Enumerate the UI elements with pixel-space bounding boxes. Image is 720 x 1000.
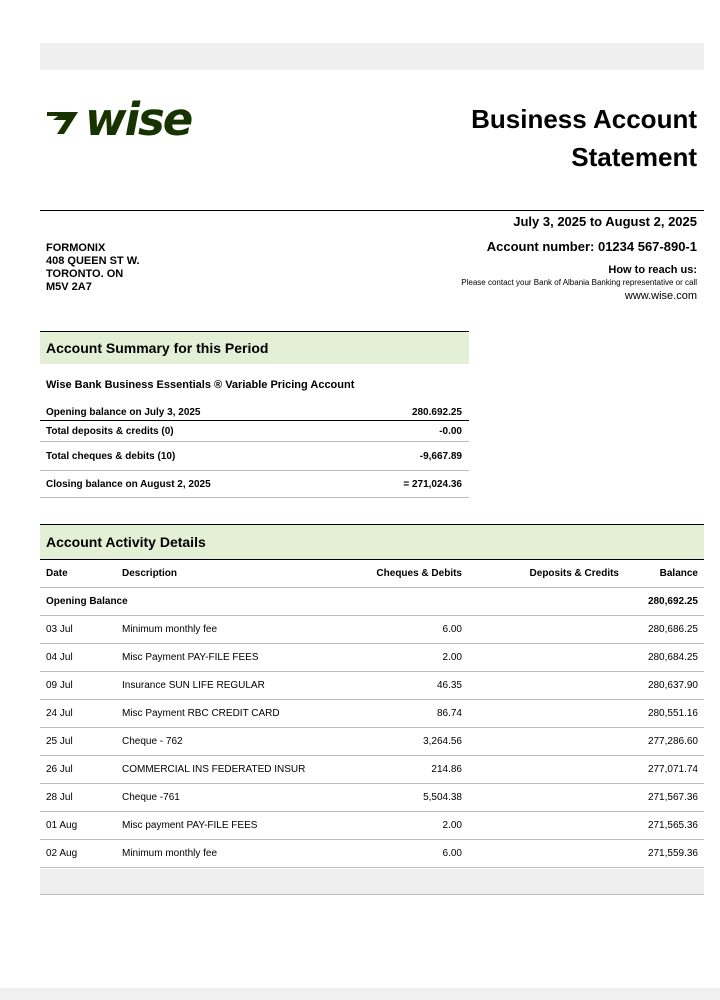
address-line-3: TORONTO. ON [46,268,124,280]
tx-description: Cheque -761 [116,784,323,812]
table-header-row [40,560,704,588]
account-number: Account number: 01234 567-890-1 [486,239,697,254]
tx-date: 04 Jul [40,644,116,672]
tx-balance: 271,565.36 [625,812,704,840]
tx-balance: 280,637.90 [625,672,704,700]
summary-value: -9,667.89 [419,450,462,462]
tx-date: 26 Jul [40,756,116,784]
table-row [40,616,704,644]
opening-balance-label: Opening Balance [40,588,625,616]
tx-balance: 271,559.36 [625,840,704,868]
tx-balance: 280,684.25 [625,644,704,672]
tx-description: Misc Payment RBC CREDIT CARD [116,700,323,728]
tx-debit: 3,264.56 [323,728,468,756]
website-link[interactable]: www.wise.com [624,290,697,302]
tx-credit [468,756,625,784]
summary-row [40,421,469,442]
summary-row [40,471,469,498]
address-line-4: M5V 2A7 [46,281,92,293]
table-row [40,756,704,784]
table-row [40,812,704,840]
tx-credit [468,728,625,756]
transactions-table [40,560,704,868]
tx-debit: 6.00 [323,616,468,644]
summary-label: Opening balance on July 3, 2025 [46,407,201,418]
summary-value: = 271,024.36 [403,478,462,490]
address-line-2: 408 QUEEN ST W. [46,255,140,267]
table-row [40,672,704,700]
tx-date: 02 Aug [40,840,116,868]
tx-debit: 86.74 [323,700,468,728]
tx-date: 24 Jul [40,700,116,728]
tx-credit [468,784,625,812]
tx-credit [468,644,625,672]
brand-name: wise [85,93,192,146]
summary-row [40,442,469,471]
title-line-2: Statement [571,142,697,172]
tx-description: COMMERCIAL INS FEDERATED INSUR [116,756,323,784]
tx-debit: 2.00 [323,644,468,672]
statement-period: July 3, 2025 to August 2, 2025 [513,214,697,229]
tx-description: Insurance SUN LIFE REGULAR [116,672,323,700]
tx-balance: 277,286.60 [625,728,704,756]
tx-description: Cheque - 762 [116,728,323,756]
tx-date: 25 Jul [40,728,116,756]
tx-date: 09 Jul [40,672,116,700]
tx-debit: 214.86 [323,756,468,784]
summary-label: Closing balance on August 2, 2025 [46,478,211,490]
title-line-1: Business Account [471,104,697,134]
opening-balance-value: 280,692.25 [625,588,704,616]
tx-debit: 5,504.38 [323,784,468,812]
account-activity [40,524,704,868]
table-row [40,644,704,672]
contact-text: Please contact your Bank of Albania Banking representative or call [461,278,697,287]
tx-debit: 46.35 [323,672,468,700]
header-divider [40,210,704,211]
tx-debit: 6.00 [323,840,468,868]
wise-logo [44,93,192,146]
tx-description: Minimum monthly fee [116,616,323,644]
tx-credit [468,672,625,700]
column-header-credits: Deposits & Credits [468,560,625,588]
tx-debit: 2.00 [323,812,468,840]
table-row [40,784,704,812]
tx-credit [468,840,625,868]
page-bottom-strip [0,988,720,1000]
tx-credit [468,700,625,728]
contact-heading: How to reach us: [608,264,697,276]
top-band [40,43,704,70]
customer-address [46,242,140,294]
table-row [40,700,704,728]
tx-credit [468,616,625,644]
activity-heading: Account Activity Details [40,524,704,560]
tx-credit [468,812,625,840]
table-row [40,728,704,756]
summary-label: Total deposits & credits (0) [46,425,174,437]
tx-date: 28 Jul [40,784,116,812]
account-info [461,214,697,303]
summary-value: -0.00 [439,425,462,437]
tx-description: Misc Payment PAY-FILE FEES [116,644,323,672]
bottom-band [40,869,704,895]
summary-value: 280.692.25 [411,407,462,418]
tx-balance: 280,686.25 [625,616,704,644]
tx-balance: 271,567.36 [625,784,704,812]
tx-balance: 277,071.74 [625,756,704,784]
summary-row [40,400,469,421]
column-header-description: Description [116,560,323,588]
column-header-balance: Balance [625,560,704,588]
account-summary [40,331,469,498]
summary-heading: Account Summary for this Period [40,331,469,364]
wise-flag-icon [44,100,84,140]
table-row [40,840,704,868]
product-name: Wise Bank Business Essentials ® Variable Pricing Account [46,379,355,391]
opening-balance-row [40,588,704,616]
column-header-debits: Cheques & Debits [323,560,468,588]
tx-date: 01 Aug [40,812,116,840]
tx-balance: 280,551.16 [625,700,704,728]
statement-title [471,100,697,176]
tx-date: 03 Jul [40,616,116,644]
column-header-date: Date [40,560,116,588]
tx-description: Minimum monthly fee [116,840,323,868]
tx-description: Misc payment PAY-FILE FEES [116,812,323,840]
address-line-1: FORMONIX [46,242,106,254]
summary-label: Total cheques & debits (10) [46,450,176,462]
